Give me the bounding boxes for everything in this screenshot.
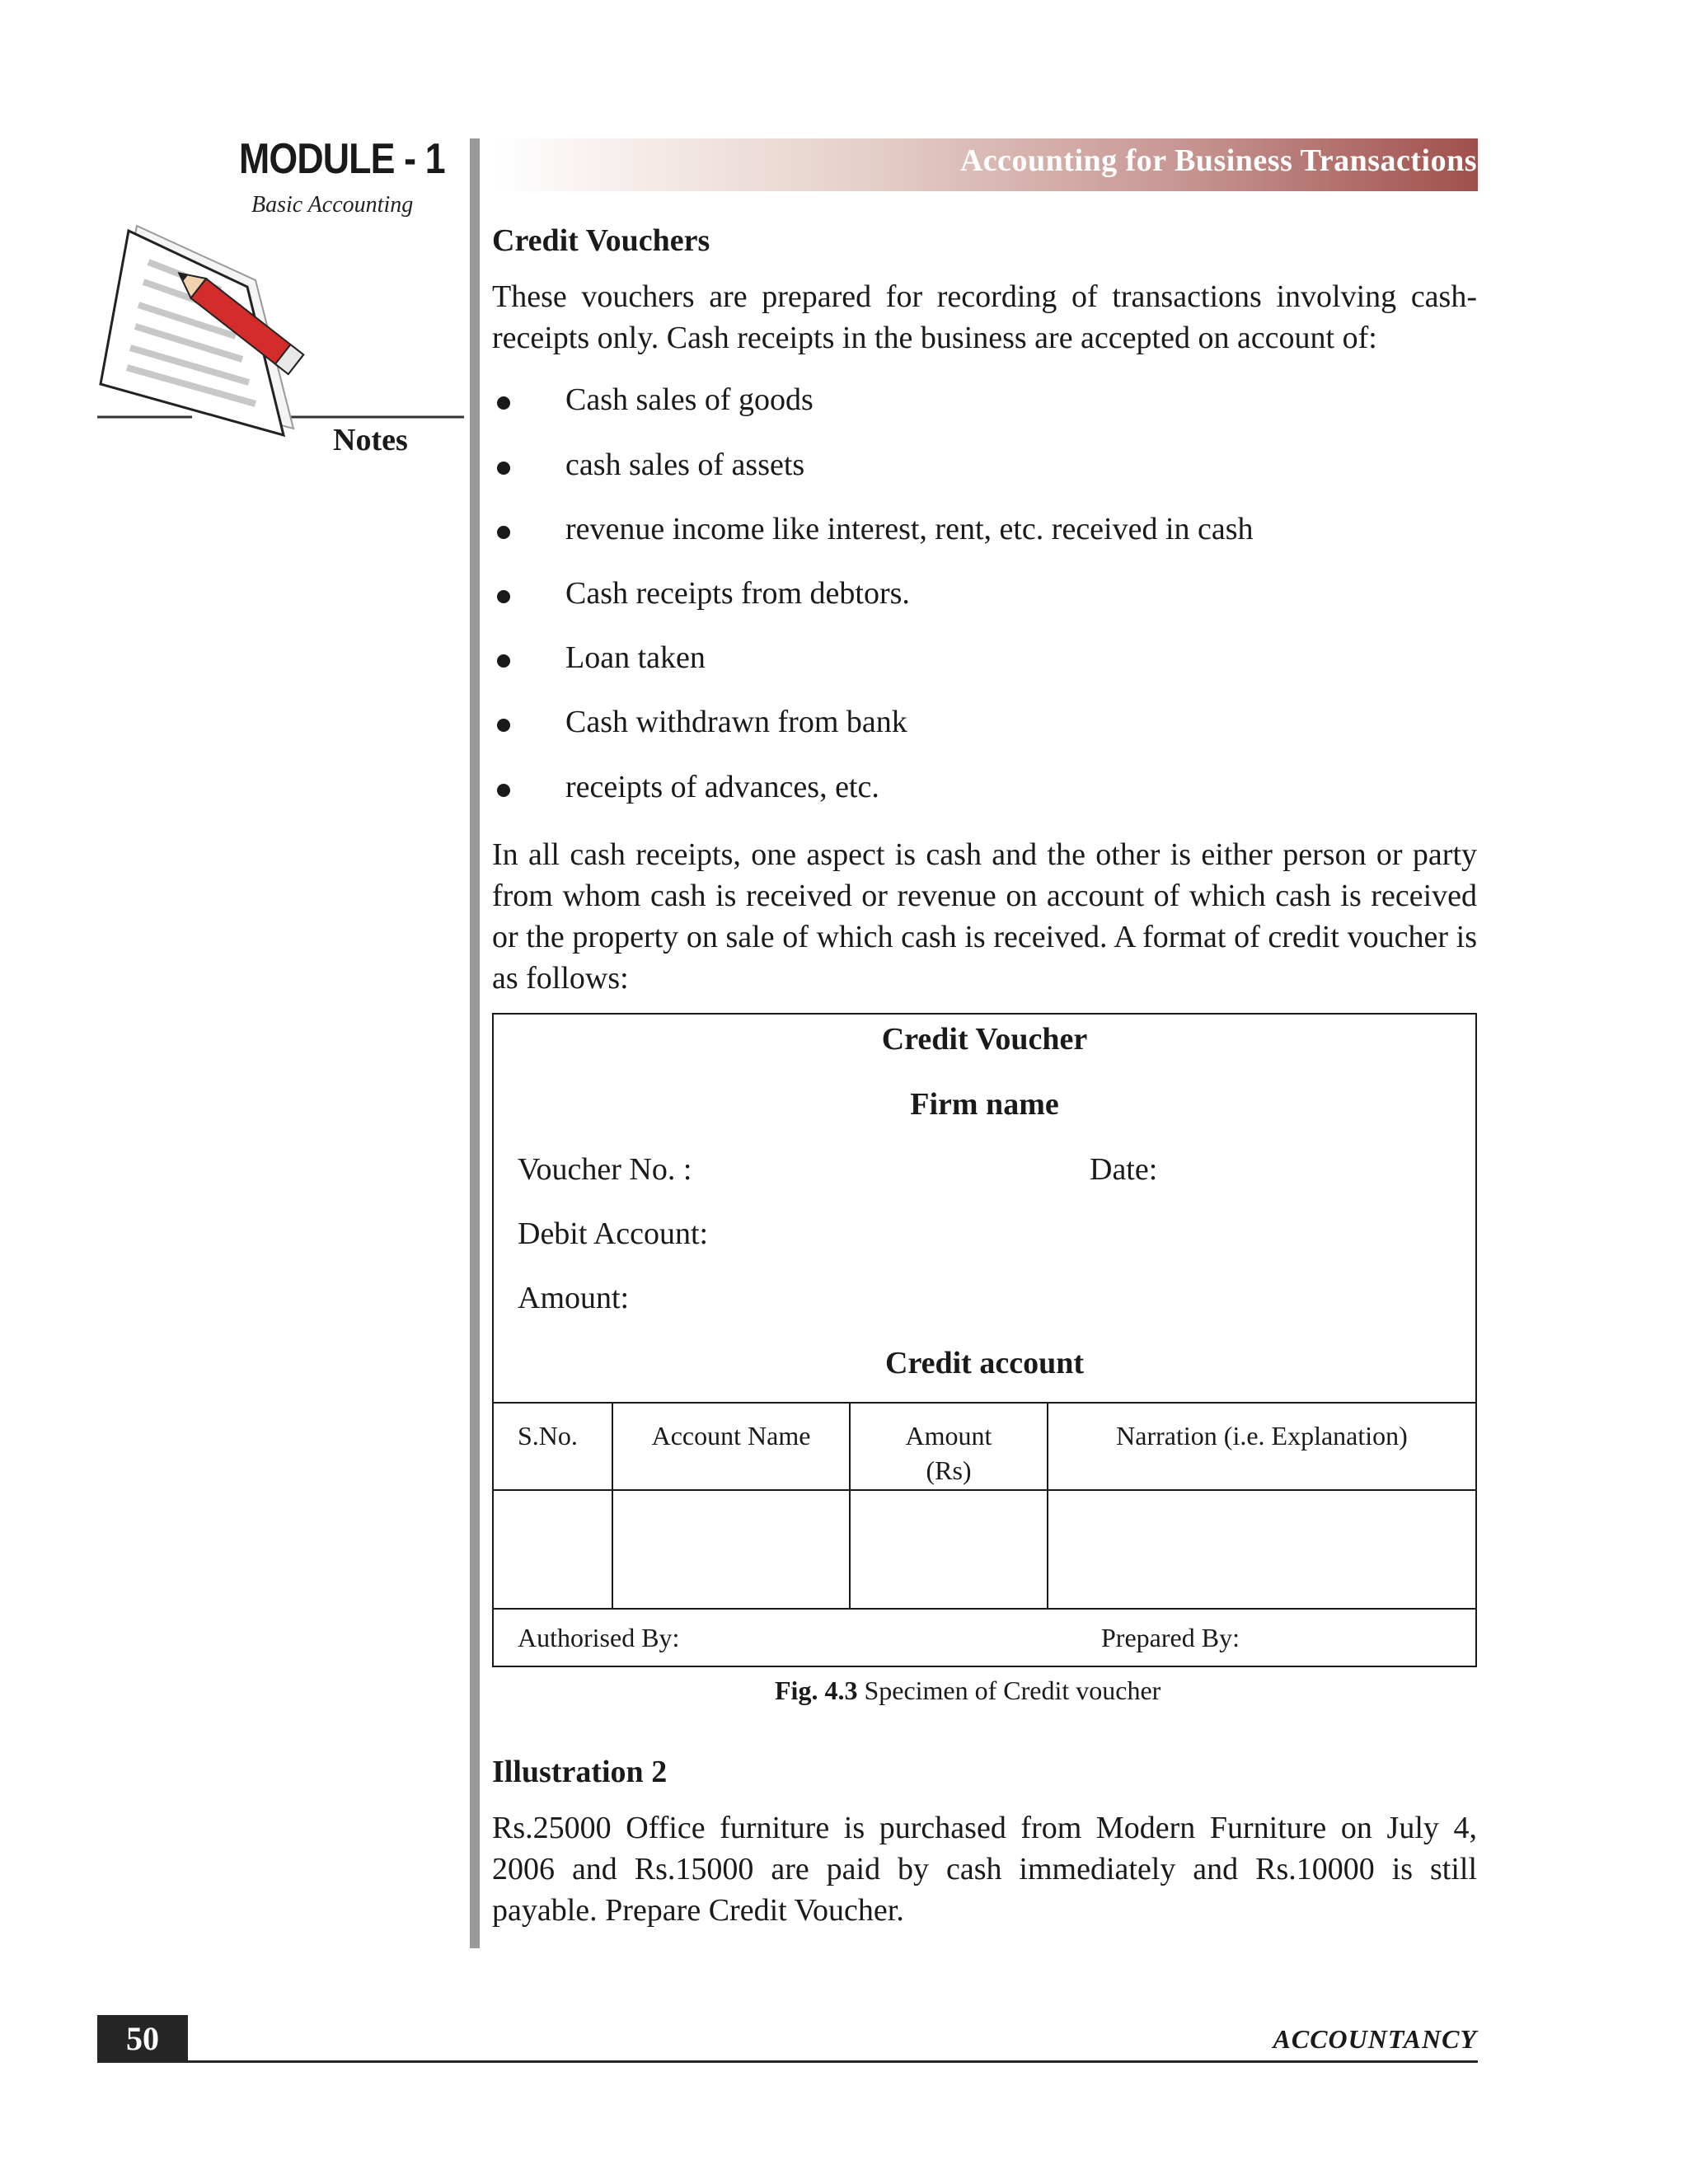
- table-top-rule: [494, 1402, 1475, 1404]
- notes-icon: [97, 223, 476, 449]
- authorised-by-label: Authorised By:: [518, 1623, 680, 1652]
- voucher-title: Credit Voucher: [881, 1022, 1088, 1057]
- header-row-rule: [494, 1489, 1475, 1491]
- illustration-title: Illustration 2: [492, 1755, 668, 1789]
- page-number: 50: [97, 2015, 188, 2063]
- bullet-dot: [497, 462, 510, 475]
- footer-subject: ACCOUNTANCY: [1273, 2024, 1477, 2054]
- credit-voucher-form: [492, 1013, 1477, 1667]
- bullet-dot: [497, 784, 510, 797]
- column-header-account-name: Account Name: [651, 1421, 811, 1451]
- figure-caption: [775, 1675, 1160, 1706]
- list-item: Cash withdrawn from bank: [565, 705, 907, 739]
- column-header-narration: Narration (i.e. Explanation): [1116, 1421, 1408, 1451]
- illustration-text: Rs.25000 Office furniture is purchased from Modern Furniture on July 4, 2006 and Rs.15000 are paid by cash immediately and Rs.10000 is still payable. Prepare Credit Voucher.: [492, 1811, 1477, 1928]
- margin-divider: [470, 138, 480, 1948]
- column-header-amount-unit: (Rs): [926, 1455, 972, 1485]
- bullet-dot: [497, 396, 510, 410]
- list-item: Loan taken: [565, 640, 706, 675]
- footer-rule: [97, 2060, 1478, 2063]
- date-label: Date:: [1090, 1152, 1158, 1187]
- section-title: Credit Vouchers: [492, 223, 710, 258]
- voucher-no-label: Voucher No. :: [518, 1152, 692, 1187]
- bullet-dot: [497, 654, 510, 668]
- bullet-dot: [497, 719, 510, 732]
- debit-account-label: Debit Account:: [518, 1216, 709, 1251]
- firm-name: Firm name: [910, 1087, 1059, 1122]
- figure-label: Fig. 4.3: [775, 1675, 858, 1705]
- table-bottom-rule: [494, 1608, 1475, 1610]
- chapter-title: Accounting for Business Transactions: [959, 143, 1477, 178]
- prepared-by-label: Prepared By:: [1101, 1623, 1240, 1652]
- list-item: revenue income like interest, rent, etc. received in cash: [565, 512, 1254, 546]
- bullet-dot: [497, 590, 510, 603]
- module-subtitle: Basic Accounting: [251, 192, 414, 218]
- section-intro: These vouchers are prepared for recording of transactions involving cash-receipts only. Cash receipts in the business are accepted on account of:: [492, 279, 1477, 355]
- column-header-amount: Amount: [905, 1421, 992, 1451]
- bullet-dot: [497, 526, 510, 539]
- list-item: cash sales of assets: [565, 448, 805, 482]
- column-header-sno: S.No.: [518, 1421, 578, 1451]
- list-item: Cash receipts from debtors.: [565, 576, 910, 611]
- list-item: receipts of advances, etc.: [565, 770, 879, 804]
- module-title: MODULE - 1: [239, 135, 445, 183]
- list-item: Cash sales of goods: [565, 382, 814, 417]
- notes-label: Notes: [333, 423, 408, 457]
- amount-label: Amount:: [518, 1281, 630, 1315]
- figure-caption-text: Specimen of Credit voucher: [864, 1675, 1161, 1705]
- section-paragraph: In all cash receipts, one aspect is cash and the other is either person or party from whom cash is received or revenue on account of which cash is received or the property on sale of which cash is received. A format of credit voucher is as follows:: [492, 837, 1477, 996]
- credit-account-heading: Credit account: [885, 1346, 1084, 1380]
